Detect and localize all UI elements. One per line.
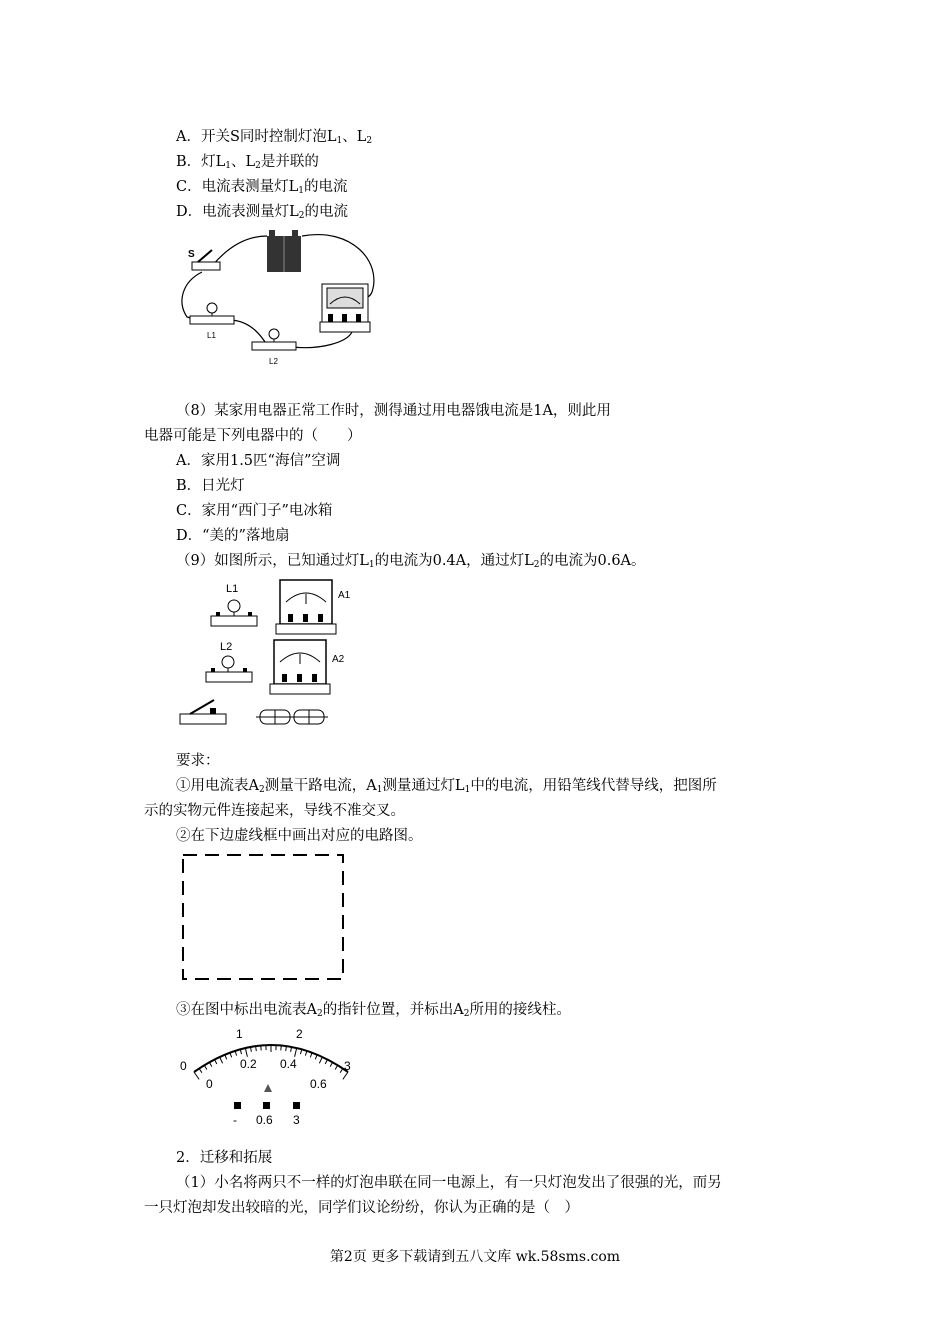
dial-tick	[325, 1060, 327, 1064]
battery-icon	[256, 710, 328, 724]
dial-tick	[340, 1069, 343, 1073]
svg-text:S: S	[188, 249, 195, 260]
dial-outer-label: 3	[344, 1059, 351, 1073]
svg-text:L2: L2	[220, 641, 233, 653]
svg-text:A2: A2	[332, 654, 345, 665]
dial-outer-label: 1	[236, 1027, 243, 1041]
terminal-3	[293, 1102, 300, 1109]
dial-tick	[330, 1062, 332, 1066]
switch-icon	[180, 700, 226, 724]
dial-tick	[319, 1057, 322, 1063]
ammeter-dial-figure	[176, 1022, 366, 1132]
lamp-l1-icon	[190, 303, 234, 340]
svg-text:L1: L1	[207, 331, 216, 340]
q8-option-a: A．家用1.5匹“海信”空调	[176, 453, 341, 469]
q9-req1-line1: ①用电流表$A_2$测量干路电流，$A_1$测量通过灯$L_1$中的电流，用铅笔线代替导线，把图所	[176, 778, 717, 795]
lamp-l2-icon	[206, 641, 252, 682]
dial-tick	[286, 1046, 287, 1051]
dial-tick	[256, 1046, 257, 1051]
q7-option-d: D．电流表测量灯$L_2$的电流	[176, 204, 348, 221]
q7-option-b: B．灯$L_1$、$L_2$是并联的	[176, 154, 319, 171]
ammeter-a2-icon	[270, 640, 345, 694]
dial-terminal-label: -	[233, 1113, 237, 1127]
dial-tick	[220, 1057, 223, 1063]
q9-req-title: 要求：	[176, 753, 220, 769]
circuit-drawing-box	[180, 852, 346, 982]
dial-inner-label: 0.4	[280, 1057, 297, 1071]
svg-text:L1: L1	[226, 583, 239, 595]
dial-tick	[295, 1048, 297, 1057]
dial-tick	[343, 1072, 348, 1079]
q9-components-figure	[176, 576, 366, 736]
q8-option-c: C．家用“西门子”电冰箱	[176, 503, 333, 519]
q9-req3: ③在图中标出电流表$A_2$的指针位置，并标出$A_2$所用的接线柱。	[176, 1002, 571, 1019]
section2-q1-line1: （1）小名将两只不一样的灯泡串联在同一电源上，有一只灯泡发出了很强的光，而另	[176, 1175, 722, 1191]
q9-stem: （9）如图所示，已知通过灯$L_1$的电流为0.4A，通过灯$L_2$的电流为0.6A。	[176, 553, 646, 570]
dial-outer-label: 0	[180, 1059, 187, 1073]
dial-tick	[215, 1060, 217, 1064]
dial-inner-label: 0.2	[240, 1057, 257, 1071]
switch-icon	[188, 249, 220, 270]
battery-icon	[267, 230, 301, 272]
q9-req1-line2: 示的实物元件连接起来，导线不准交叉。	[144, 803, 405, 819]
q8-stem-line2: 电器可能是下列电器中的（ ）	[144, 428, 362, 444]
section2-title: 2．迁移和拓展	[176, 1150, 273, 1166]
dial-terminal-label: 3	[293, 1113, 300, 1127]
dial-tick	[204, 1065, 207, 1069]
page-footer: 第2页 更多下载请到五八文库 wk.58sms.com	[329, 1249, 621, 1265]
q7-option-c: C．电流表测量灯$L_1$的电流	[176, 179, 348, 196]
terminal-neg	[234, 1102, 241, 1109]
terminal-06	[263, 1102, 270, 1109]
q7-circuit-figure	[172, 222, 382, 372]
svg-text:L2: L2	[269, 357, 278, 366]
dial-inner-label: 0	[206, 1077, 213, 1091]
dial-tick	[315, 1055, 317, 1060]
q8-stem-line1: （8）某家用电器正常工作时，测得通过用电器饿电流是1A，则此用	[176, 403, 611, 419]
q8-option-b: B．日光灯	[176, 478, 245, 494]
q8-option-d: D．“美的”落地扇	[176, 528, 290, 544]
dial-tick	[335, 1065, 338, 1069]
dial-tick	[199, 1069, 202, 1073]
dial-terminal-label: 0.6	[256, 1113, 273, 1127]
svg-text:A1: A1	[338, 590, 351, 601]
ammeter-icon	[320, 284, 370, 332]
ammeter-a1-icon	[276, 580, 351, 634]
q9-req2: ②在下边虚线框中画出对应的电路图。	[176, 828, 423, 844]
dial-tick	[245, 1048, 247, 1057]
dial-outer-label: 2	[296, 1027, 303, 1041]
pointer-pivot-icon	[264, 1084, 272, 1092]
dial-tick	[225, 1055, 227, 1060]
dial-tick	[209, 1062, 211, 1066]
dial-tick	[194, 1072, 199, 1079]
lamp-l1-icon	[211, 583, 257, 626]
dial-inner-label: 0.6	[310, 1077, 327, 1091]
section2-q1-line2: 一只灯泡却发出较暗的光，同学们议论纷纷，你认为正确的是（ ）	[144, 1200, 579, 1216]
q7-option-a: A．开关S同时控制灯泡$L_1$、$L_2$	[176, 129, 373, 146]
